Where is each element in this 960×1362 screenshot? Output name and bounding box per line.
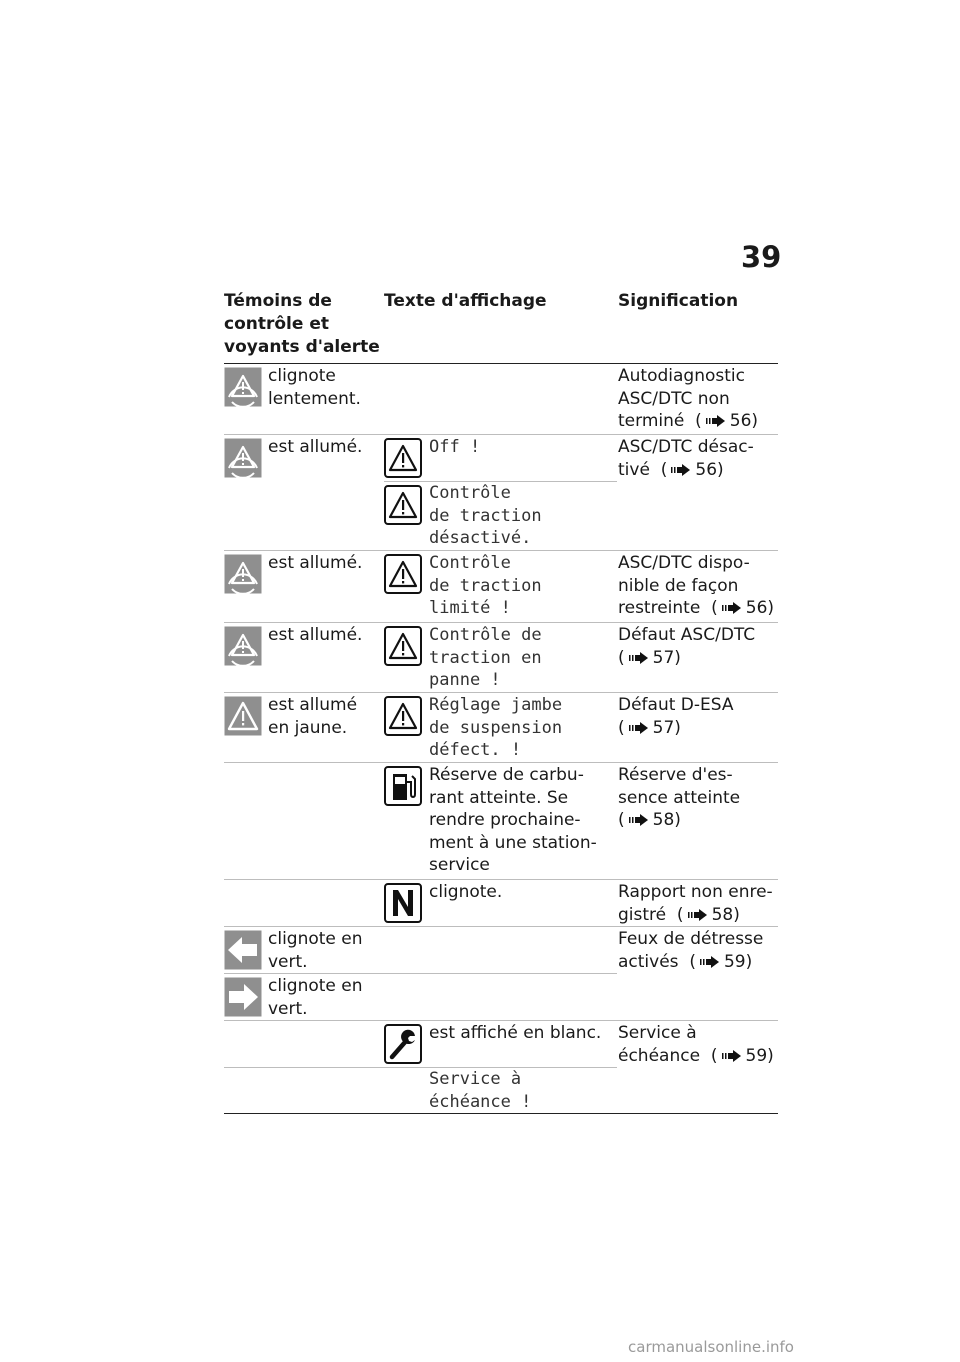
reference-arrow-icon: [629, 814, 649, 826]
display-text: [429, 552, 542, 620]
meaning-line-text: tivé: [618, 459, 650, 480]
lamp-state: [268, 928, 363, 973]
row-divider: [224, 550, 778, 551]
header-lamps: [224, 290, 380, 359]
header-display-text: Texte d'affichage: [384, 291, 547, 311]
lamp-state: [268, 365, 361, 410]
meaning-line-text: terminé: [618, 411, 685, 431]
meaning-line: Service à: [618, 1023, 697, 1043]
row-divider: [224, 692, 778, 693]
display-text: [429, 694, 562, 762]
warning-triangle-icon: [384, 554, 422, 594]
fuel-pump-icon: [384, 766, 422, 806]
table-bottom-rule: [224, 1113, 778, 1114]
meaning-line: ( 57): [618, 647, 681, 668]
display-line: Réserve de carbu-: [429, 765, 584, 785]
display-text: [429, 624, 542, 692]
neutral-gear-n-icon: [384, 883, 422, 923]
row-divider: [224, 879, 778, 880]
reference-arrow-icon: [722, 602, 742, 614]
header-lamps-line: Témoins de: [224, 291, 332, 311]
header-meaning: Signification: [618, 291, 739, 311]
meaning-text: [618, 694, 734, 739]
lamp-state: [268, 975, 363, 1020]
meaning-text: [618, 764, 740, 832]
meaning-line: ASC/DTC désac-: [618, 437, 754, 457]
reference-arrow-icon: [629, 722, 649, 734]
display-line: de traction: [429, 505, 542, 526]
display-line: panne !: [429, 670, 501, 690]
display-line: ment à une station-: [429, 832, 597, 853]
lamp-state: est allumé.: [268, 625, 363, 645]
display-text: [429, 764, 597, 877]
lamp-state-line: vert.: [268, 951, 308, 972]
display-line: échéance !: [429, 1091, 532, 1112]
meaning-line: Feux de détresse: [618, 929, 764, 949]
meaning-text: [618, 624, 755, 669]
lamp-state-line: clignote en: [268, 929, 363, 949]
lamp-state-line: clignote: [268, 366, 336, 386]
warning-triangle-icon: [384, 696, 422, 736]
meaning-line-text: gistré: [618, 904, 667, 925]
meaning-line: ASC/DTC dispo-: [618, 553, 750, 573]
display-text: [429, 1068, 531, 1113]
display-text: [429, 482, 542, 550]
reference-arrow-icon: [706, 415, 726, 427]
row-divider: [224, 622, 778, 623]
row-divider: [224, 762, 778, 763]
meaning-text: [618, 365, 758, 433]
meaning-text: [618, 436, 754, 481]
display-line: Service à: [429, 1069, 522, 1089]
watermark-footer: carmanualsonline.info: [628, 1338, 794, 1356]
meaning-line: terminé ( 56): [618, 411, 759, 431]
meaning-line: Réserve d'es-: [618, 765, 733, 785]
display-line: de traction: [429, 575, 542, 596]
display-line: rant atteinte. Se: [429, 787, 569, 808]
reference-arrow-icon: [722, 1050, 742, 1062]
meaning-line: restreinte ( 56): [618, 598, 775, 618]
page-reference[interactable]: 59): [745, 1045, 774, 1066]
row-divider: [224, 973, 617, 974]
meaning-line: activés ( 59): [618, 951, 753, 972]
meaning-line: nible de façon: [618, 575, 739, 596]
meaning-text: [618, 552, 774, 620]
display-line: Réglage jambe: [429, 695, 563, 715]
page-reference[interactable]: 58): [711, 904, 740, 925]
meaning-line: Défaut ASC/DTC: [618, 625, 756, 645]
meaning-line: sence atteinte: [618, 787, 741, 808]
table-header-rule: [224, 363, 778, 364]
meaning-line: Défaut D-ESA: [618, 695, 734, 715]
meaning-text: [618, 881, 773, 926]
warning-triangle-icon: [384, 626, 422, 666]
meaning-line: ( 57): [618, 717, 681, 738]
display-text: est affiché en blanc.: [429, 1023, 602, 1043]
asc-dtc-warning-icon: [224, 554, 262, 594]
reference-arrow-icon: [700, 956, 720, 968]
page-reference[interactable]: 56): [729, 411, 759, 431]
meaning-line: gistré ( 58): [618, 904, 740, 925]
row-divider: [224, 1020, 778, 1021]
asc-dtc-warning-icon: [224, 438, 262, 478]
meaning-line: ASC/DTC non: [618, 388, 730, 409]
page-reference[interactable]: 56): [695, 459, 724, 480]
page-number: 39: [741, 240, 782, 274]
page-reference[interactable]: 56): [745, 598, 775, 618]
row-divider: [224, 434, 778, 435]
display-line: Contrôle: [429, 483, 511, 503]
reference-arrow-icon: [629, 652, 649, 664]
header-lamps-line: voyants d'alerte: [224, 337, 380, 357]
wrench-icon: [384, 1024, 422, 1064]
asc-dtc-warning-icon: [224, 367, 262, 407]
asc-dtc-warning-icon: [224, 626, 262, 666]
lamp-state-line: clignote en: [268, 976, 363, 996]
page-reference[interactable]: 59): [723, 951, 753, 972]
asc-dtc-warning-icon: [224, 696, 262, 736]
display-text: clignote.: [429, 882, 503, 902]
meaning-line: tivé ( 56): [618, 459, 724, 480]
reference-arrow-icon: [671, 464, 691, 476]
display-line: rendre prochaine-: [429, 810, 581, 830]
row-divider: [224, 1067, 617, 1068]
warning-triangle-icon: [384, 485, 422, 525]
lamp-state: est allumé.: [268, 437, 363, 457]
row-divider: [224, 926, 778, 927]
lamp-state-line: est allumé: [268, 695, 358, 715]
page-reference[interactable]: 58): [652, 810, 681, 830]
lamp-state-line: en jaune.: [268, 717, 348, 738]
meaning-line: ( 58): [618, 810, 681, 830]
lamp-state: est allumé.: [268, 553, 363, 573]
page-reference[interactable]: 57): [652, 647, 681, 668]
meaning-line-text: restreinte: [618, 598, 701, 618]
meaning-line: Autodiagnostic: [618, 366, 745, 386]
warning-triangle-icon: [384, 438, 422, 478]
meaning-text: [618, 1022, 774, 1067]
reference-arrow-icon: [688, 909, 708, 921]
lamp-state-line: vert.: [268, 998, 308, 1019]
display-text: Off !: [429, 437, 481, 457]
display-line: Contrôle de: [429, 625, 542, 645]
lamp-state: [268, 694, 357, 739]
meaning-line-text: activés: [618, 951, 679, 972]
turn-right-arrow-icon: [224, 977, 262, 1017]
meaning-line: Rapport non enre-: [618, 882, 773, 902]
lamp-state-line: lentement.: [268, 388, 361, 409]
page-reference[interactable]: 57): [652, 717, 681, 738]
turn-left-arrow-icon: [224, 930, 262, 970]
display-line: Contrôle: [429, 553, 511, 573]
meaning-text: [618, 928, 763, 973]
header-lamps-line: contrôle et: [224, 314, 329, 334]
display-line: défect. !: [429, 740, 522, 760]
display-line: de suspension: [429, 717, 563, 738]
display-line: service: [429, 855, 490, 875]
display-line: désactivé.: [429, 528, 532, 548]
meaning-line-text: échéance: [618, 1045, 701, 1066]
meaning-line: échéance ( 59): [618, 1045, 774, 1066]
display-line: traction en: [429, 647, 542, 668]
display-line: limité !: [429, 598, 511, 618]
